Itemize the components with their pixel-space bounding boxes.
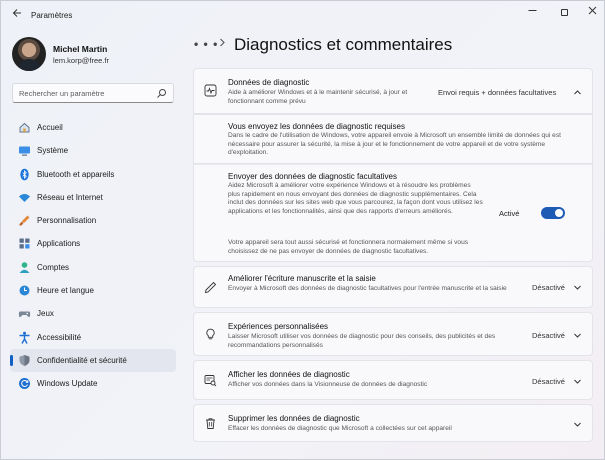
breadcrumb-more-button[interactable]: • • • [194,37,219,51]
card-description: Effacer les données de diagnostic que Microsoft a collectées sur cet appareil [228,425,452,432]
sidebar-item-bluetooth[interactable] [10,163,176,186]
card-status: Désactivé [532,283,565,292]
user-email: lem.korp@free.fr [53,56,109,65]
chevron-down-icon[interactable] [573,331,582,340]
sidebar-item-accessibilite[interactable] [10,326,176,349]
delete-diagnostic-data-card[interactable] [193,404,593,442]
sidebar-item-label: Jeux [37,309,54,319]
required-data-section [193,114,593,164]
card-title: Améliorer l'écriture manuscrite et la saisie [228,274,376,283]
section-note: Votre appareil sera tout aussi sécurisé et fonctionnera normalement même si vous choisissez de ne pas envoyer de données de diagnostic facultatives. [228,239,469,255]
sidebar-item-label: Réseau et Internet [37,192,103,202]
bluetooth-icon [18,168,31,181]
sidebar-item-comptes[interactable] [10,256,176,279]
section-title: Envoyer des données de diagnostic facultatives [228,172,397,181]
app-title: Paramètres [31,11,73,20]
card-description: Aide à améliorer Windows et à le maintenir sécurisé, à jour et fonctionnant comme prévu [228,89,408,105]
card-status: Désactivé [532,377,565,386]
optional-data-section [193,164,593,262]
card-title: Afficher les données de diagnostic [228,370,350,379]
back-arrow-icon[interactable] [9,7,25,23]
globe-clock-icon [18,284,31,297]
shield-icon [18,354,31,367]
chevron-down-icon[interactable] [573,377,582,386]
avatar[interactable] [12,37,46,71]
section-description: Aidez Microsoft à améliorer votre expérience Windows et à résoudre les problèmes plus rapidement en nous envoyant des données de diagnostic supplémentaires. Cela inclut des données sur les sites web que vous parcourez, la façon dont vous utilisez les applications et les fonctionnalités, ainsi que des rapports d'erreurs améliorés. [228,182,483,215]
maximize-button[interactable] [553,5,575,21]
sidebar-item-label: Confidentialité et sécurité [37,355,127,365]
sidebar-item-jeux[interactable] [10,302,176,325]
sidebar-item-personnalisation[interactable] [10,209,176,232]
handwriting-card[interactable] [193,266,593,308]
sidebar-item-heure-langue[interactable] [10,279,176,302]
account-icon [18,261,31,274]
home-icon [18,121,31,134]
close-button[interactable] [581,5,603,21]
sidebar-item-label: Accueil [37,123,63,132]
search-input[interactable] [19,87,154,100]
search-box[interactable] [12,83,174,103]
view-diagnostic-data-card[interactable] [193,360,593,400]
sidebar-item-label: Bluetooth et appareils [37,169,115,179]
sidebar-item-label: Système [37,146,69,156]
system-icon [18,144,31,157]
diagnostic-data-card[interactable] [193,68,593,114]
sidebar-nav [10,116,176,396]
sidebar-item-label: Heure et langue [37,286,94,296]
card-description: Afficher vos données dans la Visionneuse de données de diagnostic [228,381,428,388]
accessibility-icon [18,331,31,344]
brush-icon [18,214,31,227]
card-description: Envoyer à Microsoft des données de diagnostic facultatives pour l'entrée manuscrite et la saisie [228,285,507,292]
sidebar-item-confidentialite[interactable] [10,349,176,372]
card-title: Expériences personnalisées [228,322,329,331]
trash-icon [204,417,217,430]
personalized-experiences-card[interactable] [193,312,593,356]
card-description: Laisser Microsoft utiliser vos données de diagnostic pour des conseils, des publicités et des recommandations personnalisés [228,333,496,349]
card-title: Supprimer les données de diagnostic [228,414,360,423]
gamepad-icon [18,307,31,320]
sidebar-item-systeme[interactable] [10,139,176,162]
chevron-up-icon[interactable] [573,88,582,97]
wifi-icon [18,191,31,204]
sidebar-item-label: Personnalisation [37,216,97,226]
sidebar-item-label: Accessibilité [37,332,82,342]
card-status: Envoi requis + données facultatives [438,88,557,97]
page-title: Diagnostics et commentaires [234,35,453,54]
search-icon[interactable] [156,88,167,99]
title-bar [1,1,604,31]
sidebar-item-windows-update[interactable] [10,372,176,395]
user-name: Michel Martin [53,44,108,54]
section-description: Dans le cadre de l'utilisation de Windows, votre appareil envoie à Microsoft un ensemble limité de données qui est nécessaire pour assurer la sécurité, la mise à jour et le fonctionnement de votre appareil et de votre système d'exploitation. [228,132,561,157]
toggle-label: Activé [499,209,520,218]
apps-icon [18,237,31,250]
section-title: Vous envoyez les données de diagnostic requises [228,122,406,131]
pen-icon [204,281,217,294]
card-status: Désactivé [532,331,565,340]
sidebar-item-label: Applications [37,239,81,249]
sidebar-item-applications[interactable] [10,232,176,255]
chevron-down-icon[interactable] [573,283,582,292]
optional-data-toggle[interactable] [541,207,565,219]
sidebar-item-label: Windows Update [37,379,98,389]
breadcrumb-chevron-icon [219,38,226,50]
update-icon [18,377,31,390]
diagnostic-pulse-icon [204,84,217,97]
sidebar-item-reseau[interactable] [10,186,176,209]
chevron-down-icon[interactable] [573,420,582,429]
sidebar-item-label: Comptes [37,262,70,272]
lightbulb-icon [204,328,217,341]
card-title: Données de diagnostic [228,78,310,87]
view-data-icon [204,374,217,387]
sidebar-item-accueil[interactable] [10,116,176,139]
minimize-button[interactable] [521,5,543,21]
